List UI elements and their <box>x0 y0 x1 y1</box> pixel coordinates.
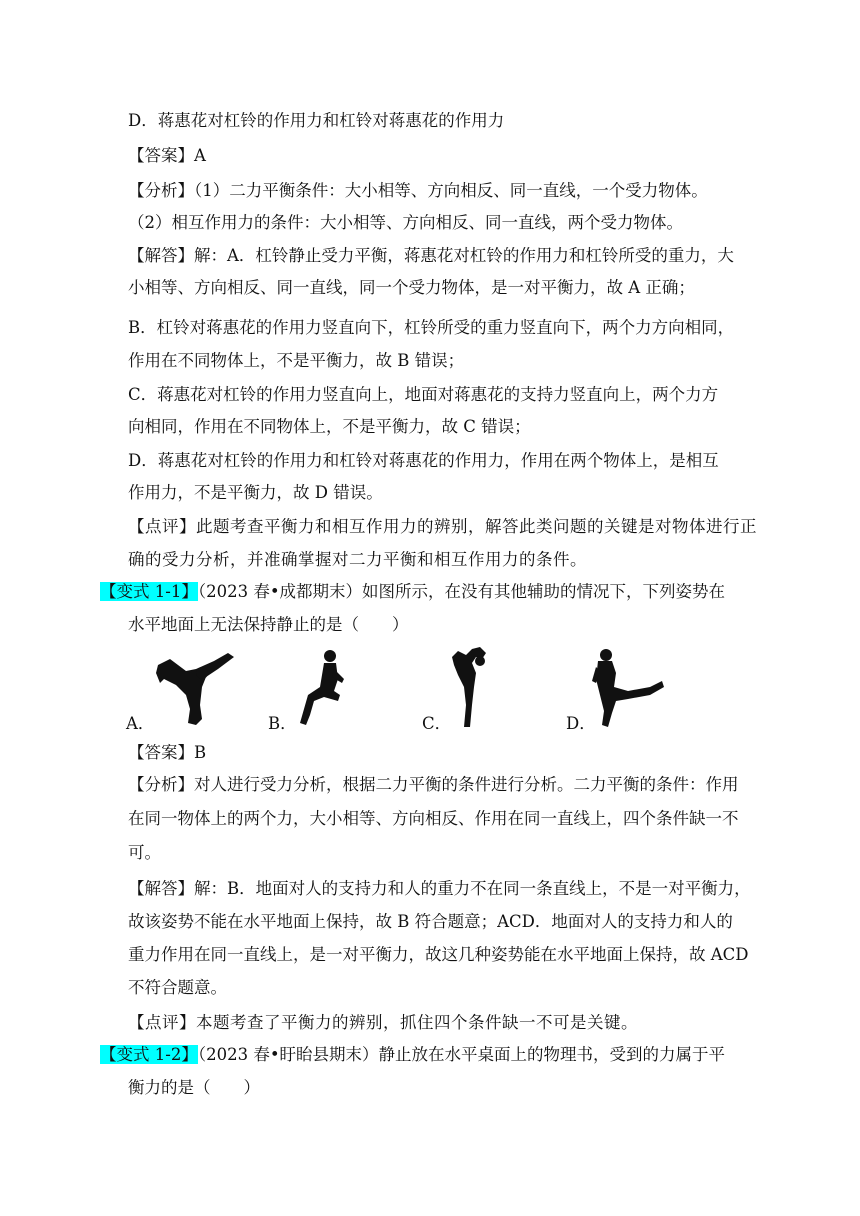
variant-1-1-heading <box>100 581 725 603</box>
comment-line-1: 【点评】此题考查平衡力和相互作用力的辨别，解答此类问题的关键是对物体进行正 <box>128 517 757 536</box>
option-c-label: C． <box>422 714 452 733</box>
solution-line-8: 作用力，不是平衡力，故 D 错误。 <box>128 483 383 502</box>
variant-1-1-answer: 【答案】B <box>128 743 207 762</box>
variant-1-1-analysis-1: 【分析】对人进行受力分析，根据二力平衡的条件进行分析。二力平衡的条件：作用 <box>128 775 739 794</box>
variant-1-2-question-cont: 衡力的是（ ） <box>128 1078 260 1097</box>
variant-1-1-solution-1: 【解答】解：B．地面对人的支持力和人的重力不在同一条直线上，不是一对平衡力， <box>128 879 751 898</box>
solution-line-6: 向相同，作用在不同物体上，不是平衡力，故 C 错误； <box>128 417 531 436</box>
variant-1-1-analysis-2: 在同一物体上的两个力，大小相等、方向相反、作用在同一直线上，四个条件缺一不 <box>128 809 739 828</box>
variant-1-2-tag: 【变式 1-2】 <box>100 1045 198 1064</box>
variant-1-1-solution-3: 重力作用在同一直线上，是一对平衡力，故这几种姿势能在水平地面上保持，故 ACD <box>128 945 749 964</box>
pose-c-figure <box>448 647 492 729</box>
variant-1-2-question: （2023 春•盱眙县期末）静止放在水平桌面上的物理书，受到的力属于平 <box>197 1045 726 1064</box>
solution-line-1: 【解答】解：A．杠铃静止受力平衡，蒋惠花对杠铃的作用力和杠铃所受的重力，大 <box>128 246 734 265</box>
pose-d-figure <box>592 647 664 729</box>
variant-1-2-heading <box>100 1044 725 1066</box>
option-d-line: D．蒋惠花对杠铃的作用力和杠铃对蒋惠花的作用力 <box>128 111 505 130</box>
solution-line-7: D．蒋惠花对杠铃的作用力和杠铃对蒋惠花的作用力，作用在两个物体上，是相互 <box>128 451 719 470</box>
variant-1-1-question: （2023 春•成都期末）如图所示，在没有其他辅助的情况下，下列姿势在 <box>197 582 726 601</box>
option-a-label: A． <box>126 714 155 733</box>
solution-line-5: C．蒋惠花对杠铃的作用力竖直向上，地面对蒋惠花的支持力竖直向上，两个力方 <box>128 385 719 404</box>
variant-1-1-tag: 【变式 1-1】 <box>100 582 198 601</box>
variant-1-1-solution-4: 不符合题意。 <box>128 978 227 997</box>
solution-line-3: B．杠铃对蒋惠花的作用力竖直向下，杠铃所受的重力竖直向下，两个力方向相同， <box>128 318 735 337</box>
analysis-line-1: 【分析】（1）二力平衡条件：大小相等、方向相反、同一直线，一个受力物体。 <box>128 181 708 200</box>
solution-line-2: 小相等、方向相反、同一直线，同一个受力物体，是一对平衡力，故 A 正确； <box>128 278 695 297</box>
variant-1-1-analysis-3: 可。 <box>128 843 161 862</box>
pose-a-figure <box>156 651 236 727</box>
option-d-label: D． <box>566 714 596 733</box>
option-b-label: B． <box>268 714 297 733</box>
pose-figures <box>126 645 686 735</box>
comment-line-2: 确的受力分析，并准确掌握对二力平衡和相互作用力的条件。 <box>128 550 587 569</box>
analysis-line-2: （2）相互作用力的条件：大小相等、方向相反、同一直线，两个受力物体。 <box>128 213 683 232</box>
variant-1-1-question-cont: 水平地面上无法保持静止的是（ ） <box>128 615 409 634</box>
answer-line: 【答案】A <box>128 146 206 165</box>
solution-line-4: 作用在不同物体上，不是平衡力，故 B 错误； <box>128 351 465 370</box>
pose-b-figure <box>294 649 350 727</box>
variant-1-1-solution-2: 故该姿势不能在水平地面上保持，故 B 符合题意；ACD．地面对人的支持力和人的 <box>128 912 733 931</box>
variant-1-1-comment: 【点评】本题考查了平衡力的辨别，抓住四个条件缺一不可是关键。 <box>128 1013 638 1032</box>
